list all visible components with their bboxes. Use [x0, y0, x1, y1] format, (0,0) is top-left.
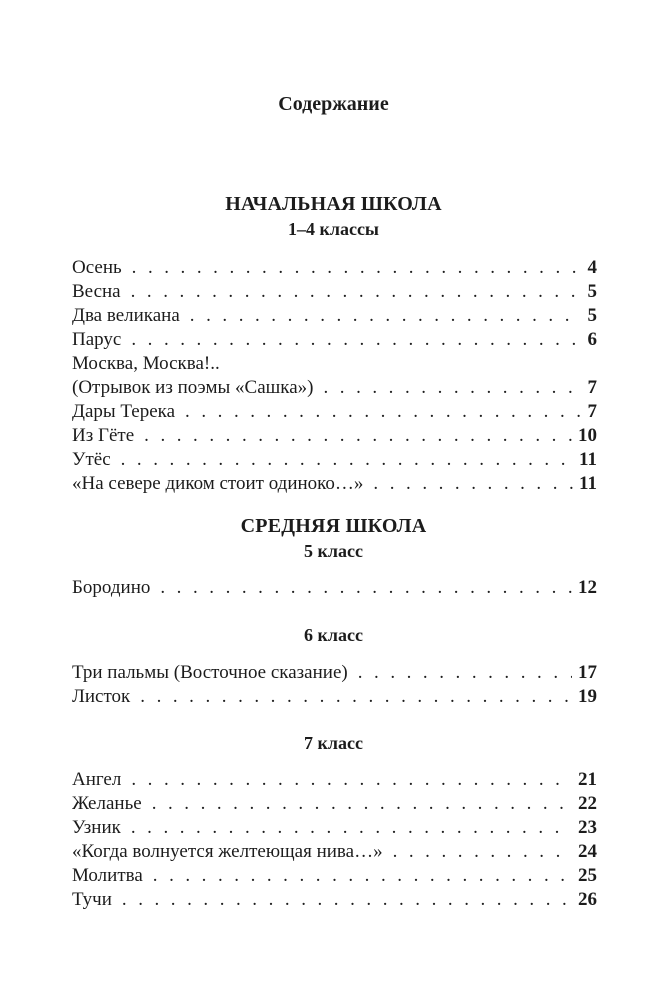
toc-entry[interactable] [72, 816, 597, 840]
toc-entry-page: 24 [578, 841, 597, 862]
toc-entry-title: Листок [72, 686, 131, 707]
toc-entry[interactable] [72, 661, 597, 685]
toc-entry-page: 23 [578, 817, 597, 838]
dot-leader [140, 685, 572, 709]
toc-entry-page: 10 [578, 425, 597, 446]
toc-entry[interactable] [72, 576, 597, 600]
toc-entry[interactable] [72, 792, 597, 816]
toc-entry-title: Бородино [72, 577, 151, 598]
dot-leader [152, 792, 572, 816]
toc-entry[interactable] [72, 768, 597, 792]
toc-entry-title: Узник [72, 817, 121, 838]
toc-entry-page: 6 [587, 329, 597, 350]
toc-entry-title: Ангел [72, 769, 122, 790]
dot-leader [358, 661, 572, 685]
dot-leader [153, 864, 572, 888]
dot-leader [373, 472, 573, 496]
contents-title: Содержание [278, 93, 389, 115]
toc-entry-page: 26 [578, 889, 597, 910]
toc-entry-title: «Когда волнуется желтеющая нива…» [72, 841, 383, 862]
toc-entry-title: Парус [72, 329, 122, 350]
toc-entry-first-line[interactable] [72, 352, 597, 376]
dot-leader [185, 400, 581, 424]
toc-entry-title: Дары Терека [72, 401, 176, 422]
section-title-secondary: СРЕДНЯЯ ШКОЛА [240, 515, 427, 537]
toc-entry-title: Из Гёте [72, 425, 135, 446]
toc-entry-title: Два великана [72, 305, 180, 326]
toc-entry-page: 19 [578, 686, 597, 707]
toc-entry-title: Желанье [72, 793, 142, 814]
toc-entry-title: «На севере диком стоит одиноко…» [72, 473, 364, 494]
dot-leader [144, 424, 572, 448]
toc-entry-page: 22 [578, 793, 597, 814]
toc-entry-title: Тучи [72, 889, 112, 910]
dot-leader [131, 280, 582, 304]
dot-leader [132, 256, 582, 280]
dot-leader [190, 304, 582, 328]
toc-entry-page: 4 [587, 257, 597, 278]
toc-entry-page: 5 [587, 281, 597, 302]
toc-entry-title: Три пальмы (Восточное сказание) [72, 662, 348, 683]
grade-title-5: 5 класс [304, 541, 363, 561]
toc-entry[interactable] [72, 328, 597, 352]
toc-entry[interactable] [72, 424, 597, 448]
toc-entry[interactable] [72, 376, 597, 400]
dot-leader [131, 816, 572, 840]
grade-range-title: 1–4 классы [287, 219, 379, 239]
toc-entry-page: 7 [587, 401, 597, 422]
toc-entry-title: Москва, Москва!.. [72, 353, 220, 374]
toc-entry-title: Осень [72, 257, 122, 278]
toc-entry[interactable] [72, 280, 597, 304]
toc-entry-page: 11 [579, 473, 597, 494]
dot-leader [121, 448, 573, 472]
dot-leader [131, 328, 581, 352]
toc-entry-title: Молитва [72, 865, 143, 886]
toc-entry[interactable] [72, 448, 597, 472]
toc-entry-page: 17 [578, 662, 597, 683]
toc-entry[interactable] [72, 840, 597, 864]
toc-entry-title: Утёс [72, 449, 111, 470]
toc-entry[interactable] [72, 400, 597, 424]
toc-entry-title: (Отрывок из поэмы «Сашка») [72, 377, 314, 398]
toc-entry-page: 12 [578, 577, 597, 598]
toc-entry-page: 5 [587, 305, 597, 326]
toc-entry-page: 7 [587, 377, 597, 398]
toc-entry[interactable] [72, 304, 597, 328]
section-title-primary: НАЧАЛЬНАЯ ШКОЛА [225, 193, 442, 215]
dot-leader [323, 376, 581, 400]
grade-title-7: 7 класс [304, 733, 363, 753]
dot-leader [131, 768, 572, 792]
toc-entry[interactable] [72, 472, 597, 496]
dot-leader [122, 888, 572, 912]
toc-entry[interactable] [72, 256, 597, 280]
toc-entry-title: Весна [72, 281, 121, 302]
toc-entry[interactable] [72, 685, 597, 709]
dot-leader [160, 576, 572, 600]
grade-title-6: 6 класс [304, 625, 363, 645]
toc-entry[interactable] [72, 888, 597, 912]
toc-entry-page: 11 [579, 449, 597, 470]
toc-entry-page: 21 [578, 769, 597, 790]
dot-leader [393, 840, 572, 864]
toc-entry-page: 25 [578, 865, 597, 886]
toc-entry[interactable] [72, 864, 597, 888]
